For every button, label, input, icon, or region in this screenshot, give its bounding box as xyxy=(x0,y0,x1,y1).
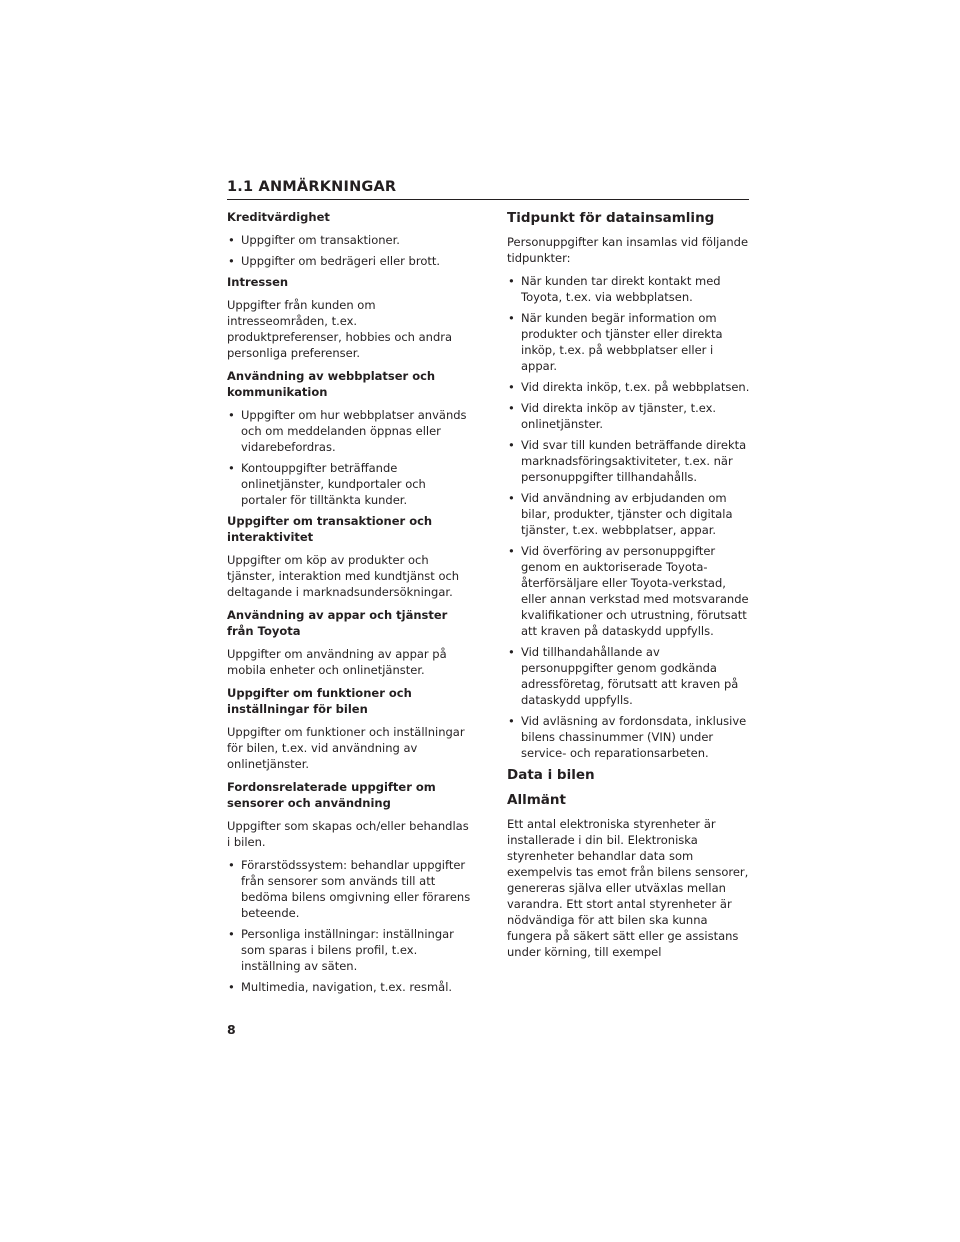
heading-allmant: Allmänt xyxy=(507,792,566,808)
heading-appar: Användning av appar och tjänster från Toyota xyxy=(227,608,448,638)
list-item: • Uppgifter om transaktioner. xyxy=(227,232,472,248)
paragraph-allmant: Ett antal elektroniska styrenheter är installerade i din bil. Elektroniska styrenheter behandlar data som exempelvis tas emot från bilens sensorer, genereras själva eller utväxlas mellan varandra. Ett stort antal styrenheter är nödvändiga för att bilen ska kunna fungera på säkert sätt eller ge assistans under körning, till exempel xyxy=(507,817,749,959)
list-item: • När kunden tar direkt kontakt med Toyota, t.ex. via webbplatsen. xyxy=(507,273,751,305)
list-item: • När kunden begär information om produkter och tjänster eller direkta inköp, t.ex. på webbplatser eller i appar. xyxy=(507,310,751,374)
list-item: • Uppgifter om bedrägeri eller brott. xyxy=(227,253,472,269)
list-item: • Vid svar till kunden beträffande direkta marknadsföringsaktiviteter, t.ex. när personuppgifter tillhandahålls. xyxy=(507,437,751,485)
heading-intressen: Intressen xyxy=(227,275,289,289)
list-item: • Multimedia, navigation, t.ex. resmål. xyxy=(227,979,472,995)
heading-transaktioner: Uppgifter om transaktioner och interaktivitet xyxy=(227,514,433,544)
list-item: • Vid tillhandahållande av personuppgifter genom godkända adressföretag, förutsatt att kraven på dataskydd uppfylls. xyxy=(507,644,751,708)
paragraph-funktioner: Uppgifter om funktioner och inställningar för bilen, t.ex. vid användning av onlinetjänster. xyxy=(227,725,465,771)
page-header xyxy=(227,179,749,200)
heading-kreditvardighet: Kreditvärdighet xyxy=(227,210,330,224)
left-column xyxy=(227,209,472,1000)
right-column xyxy=(507,209,751,967)
heading-tidpunkt: Tidpunkt för datainsamling xyxy=(507,210,715,226)
list-item: • Personliga inställningar: inställningar som sparas i bilens profil, t.ex. inställning av säten. xyxy=(227,926,472,974)
list-item: • Vid avläsning av fordonsdata, inklusive bilens chassinummer (VIN) under service- och reparationsarbeten. xyxy=(507,713,751,761)
paragraph-tidpunkt: Personuppgifter kan insamlas vid följande tidpunkter: xyxy=(507,235,749,265)
paragraph-appar: Uppgifter om användning av appar på mobila enheter och onlinetjänster. xyxy=(227,647,447,677)
list-tidpunkt xyxy=(507,273,751,761)
list-item: • Förarstödssystem: behandlar uppgifter från sensorer som används till att bedöma bilens omgivning eller förarens beteende. xyxy=(227,857,472,921)
list-item: • Vid användning av erbjudanden om bilar, produkter, tjänster och digitala tjänster, t.ex. webbplatser, appar. xyxy=(507,490,751,538)
list-kreditvardighet xyxy=(227,232,472,269)
heading-funktioner: Uppgifter om funktioner och inställningar för bilen xyxy=(227,686,412,716)
paragraph-transaktioner: Uppgifter om köp av produkter och tjänster, interaktion med kundtjänst och deltagande i marknadsundersökningar. xyxy=(227,553,460,599)
list-item: • Vid överföring av personuppgifter genom en auktoriserade Toyota-återförsäljare eller Toyota-verkstad, eller annan verkstad med motsvarande kvalifikationer och utrustning, förutsatt att kraven på dataskydd uppfylls. xyxy=(507,543,751,639)
paragraph-intressen: Uppgifter från kunden om intresseområden, t.ex. produktpreferenser, hobbies och andra personliga preferenser. xyxy=(227,298,453,360)
list-fordonsrelaterade xyxy=(227,857,472,995)
list-item: • Kontouppgifter beträffande onlinetjänster, kundportaler och portaler för tilltänkta kunder. xyxy=(227,460,472,508)
list-item: • Vid direkta inköp, t.ex. på webbplatsen. xyxy=(507,379,751,395)
section-title: 1.1 ANMÄRKNINGAR xyxy=(227,179,397,195)
list-item: • Vid direkta inköp av tjänster, t.ex. onlinetjänster. xyxy=(507,400,751,432)
heading-webbplatser: Användning av webbplatser och kommunikation xyxy=(227,369,436,399)
heading-fordonsrelaterade: Fordonsrelaterade uppgifter om sensorer och användning xyxy=(227,780,436,810)
paragraph-fordonsrelaterade: Uppgifter som skapas och/eller behandlas i bilen. xyxy=(227,819,469,849)
page-number: 8 xyxy=(227,1022,236,1037)
list-item: • Uppgifter om hur webbplatser används och om meddelanden öppnas eller vidarebefordras. xyxy=(227,407,472,455)
list-webbplatser xyxy=(227,407,472,508)
heading-data-i-bilen: Data i bilen xyxy=(507,767,595,783)
